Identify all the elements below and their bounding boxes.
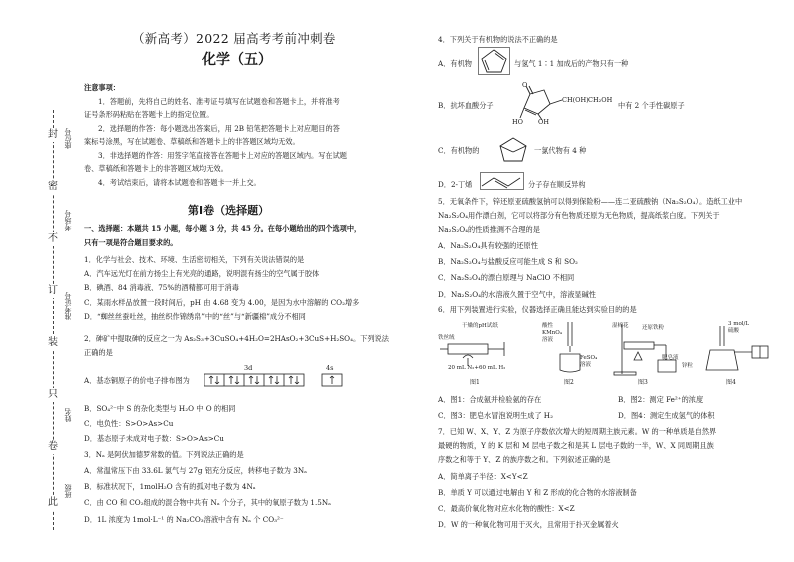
class-field: 班级 [64,484,72,498]
section-intro: 只有一项是符合题目要求的。 [84,238,178,247]
notice-line: 2．选择题的作答：每小题选出答案后，用 2B 铅笔把答题卡上对应题目的答 [98,124,340,133]
binding-char: 装 [45,336,61,350]
question-stem: 7．已知 W、X、Y、Z 为原子序数依次增大的短周期主族元素。W 的一种单质是自然界 [438,427,717,436]
figure-text: 干燥的pH试纸 [462,323,498,329]
figure-text: 锌粒 [682,363,694,369]
option: B．SO₄²⁻中 S 的杂化类型与 H₂O 中 O 的相同 [84,404,236,413]
question-stem: 序数之和等于 Y、Z 的族序数之和。下列叙述正确的是 [438,455,611,464]
binding-char: 封 [45,128,61,142]
binding-char: 此 [45,496,61,510]
option: B．标准状况下，1molH₂O 含有的孤对电子数为 4Nₐ [84,482,256,491]
exam-subtitle: 化学（五） [202,52,272,68]
exam-room-field: 考场号 [64,210,72,231]
structure-label: O [522,81,528,89]
admission-number-field: 准考证号 [64,292,72,320]
orbital-label-4s: 4s [326,364,334,372]
option: A．常温常压下由 33.6L 氯气与 27g 铝充分反应，转移电子数为 3Nₐ [84,466,307,475]
seat-number-field: 座位号 [64,128,72,149]
section-intro: 一、选择题：本题共 15 小题，每小题 3 分，共 45 分。在每小题给出的四个选项中， [84,224,362,233]
figure-text: 肥皂液 [662,355,679,361]
option: C．图3：肥皂水冒泡说明生成了 H₂ [438,411,553,420]
orbital-boxes [204,373,354,389]
notice-line: 3．非选择题的作答：用签字笔直接答在答题卡上对应的答题区域内。写在试题 [98,151,347,160]
option: A．Na₂S₂O₄具有较强的还原性 [438,241,538,250]
figure-label: 图4 [726,379,736,386]
option: B．单质 Y 可以通过电解由 Y 和 Z 形成的化合物的水溶液制备 [438,488,637,497]
option: C．Na₂S₂O₄的漂白原理与 NaClO 不相同 [438,273,575,282]
cyclopentadiene-structure [478,47,510,75]
figure-text: 湿棉花 [612,323,629,329]
figure-label: 图2 [564,379,574,386]
figure-text: 硫酸 [728,328,740,334]
figure-text: FeSO₄ [580,355,598,361]
option: D．Na₂S₂O₄的水溶液久置于空气中，溶液显碱性 [438,290,596,299]
option: 中有 2 个手性碳原子 [618,101,685,110]
option: D．图4：测定生成氢气的体积 [618,411,715,420]
option: A．基态铜原子的价电子排布图为 [84,376,190,385]
figure-label: 图1 [470,379,480,386]
question-stem: 3．Nₐ 是阿伏加德罗常数的值。下列说法正确的是 [84,450,244,459]
notice-line: 卷、草稿纸和答题卡上的非答题区域均无效。 [84,164,228,173]
orbital-diagram [204,364,354,390]
figure-text: 酸性 [542,323,554,329]
apparatus-figures [438,318,778,388]
option: D．2-丁烯 [438,180,473,189]
notice-line: 4．考试结束后，请将本试题卷和答题卡一并上交。 [98,178,261,187]
option: C．由 CO 和 CO₂组成的混合物中共有 Nₐ 个分子，其中的氧原子数为 1.5Nₐ [84,498,331,507]
question-stem: Na₂S₂O₄用作漂白剂，它可以将部分有色物质还原为无色物质，提高纸浆白度。下列关于 [438,211,720,220]
option: D．基态原子未成对电子数：S>O>As>Cu [84,434,224,443]
option: A．汽车远光灯在前方扬尘上有光亮的通路，说明混有扬尘的空气属于胶体 [84,269,320,278]
binding-char: 卷 [45,440,61,454]
binding-char: 订 [45,284,61,298]
option: C．有机物的 [438,146,480,155]
figure-text: 溶液 [580,362,592,368]
question-stem: 最硬的物质，Y 的 K 层和 M 层电子数之和是其 L 层电子数的一半，W、X 同周期且族 [438,441,714,450]
question-stem: 2．砷矿中提取砷的反应之一为 As₂S₃+3CuSO₄+4H₂O=2HAsO₂+3CuS+H₂SO₄。下列说法 [84,334,389,343]
question-stem: 正确的是 [84,348,113,357]
notice-heading: 注意事项： [84,83,120,92]
binding-char: 只 [45,388,61,402]
option: B．Na₂S₂O₄与盐酸反应可能生成 S 和 SO₂ [438,257,578,266]
2-butene-structure [480,172,524,190]
norbornane-structure [496,134,530,166]
binding-char: 密 [45,180,61,194]
figure-label: 图3 [638,379,648,386]
figure-text: 溶液 [542,337,554,343]
option: C．最高价氧化物对应水化物的酸性：X<Z [438,504,575,513]
option: D．“蜘丝丝蚕吐丝，抽丝织作锦绣帛”中的“丝”与“新疆棉”成分不相同 [84,312,306,321]
structure-label: OH [538,118,549,126]
option: D．W 的一种氧化物可用于灭火，且常用于扑灭金属着火 [438,520,619,529]
question-stem: 5．无氧条件下，锌还原亚硫酸氢钠可以得到保险粉——连二亚硫酸钠（Na₂S₂O₄）。造纸工业中 [438,197,743,206]
figure-text: 3 mol/L [728,321,750,327]
question-stem: 6．用下列装置进行实验，仪器选择正确且能达到实验目的的是 [438,305,637,314]
structure-label: HO [512,118,523,126]
figure-text: 还原铁粉 [642,325,665,331]
structure-label: CH₂OH [588,96,613,104]
option: B．抗坏血酸分子 [438,101,494,110]
option: 分子存在顺反异构 [528,180,586,189]
figure-text: 20 mL N₂+60 mL H₂ [448,365,506,371]
option: A．有机物 [438,59,472,68]
option: 一氯代物有 4 种 [534,146,587,155]
option: B．碘酒、84 消毒液、75%的酒精都可用于消毒 [84,283,239,292]
structure-label: CH(OH) [562,96,589,104]
option: 与氢气 1∶1 加成后的产物只有一种 [514,59,629,68]
option: B．图2：测定 Fe²⁺的浓度 [618,395,704,404]
question-stem: Na₂S₂O₄的性质推测不合理的是 [438,225,540,234]
option: A．图1：合成氨并检验氨的存在 [438,395,542,404]
notice-line: 1．答题前，先将自己的姓名、准考证号填写在试题卷和答题卡上，并将准考 [98,97,340,106]
binding-strip [36,110,72,530]
option: D．1L 浓度为 1mol·L⁻¹ 的 Na₂CO₃溶液中含有 Nₐ 个 CO₃²⁻ [84,515,284,524]
exam-title: （新高考）2022 届高考考前冲刺卷 [132,31,336,46]
option: C．电负性：S>O>As>Cu [84,419,174,428]
notice-line: 证号条形码粘贴在答题卡上的指定位置。 [84,110,214,119]
figure-text: 铁丝绒 [438,335,455,341]
binding-dashed-line [53,110,54,530]
orbital-label-3d: 3d [244,364,253,372]
name-field: 姓名 [64,408,72,422]
option: C．某雨水样品放置一段时间后，pH 由 4.68 变为 4.00，是因为水中溶解的 CO₂增多 [84,298,360,307]
question-stem: 1．化学与社会、技术、环境、生活密切相关，下列有关说法错误的是 [84,255,305,264]
section-title: 第Ⅰ卷（选择题） [188,204,270,217]
option: A．简单离子半径：X<Y<Z [438,472,528,481]
figure-text: KMnO₄ [542,330,562,336]
notice-line: 案标号涂黑，写在试题卷、草稿纸和答题卡上的非答题区域均无效。 [84,137,300,146]
binding-char: 不 [45,232,61,246]
question-stem: 4．下列关于有机物的说法不正确的是 [438,35,558,44]
